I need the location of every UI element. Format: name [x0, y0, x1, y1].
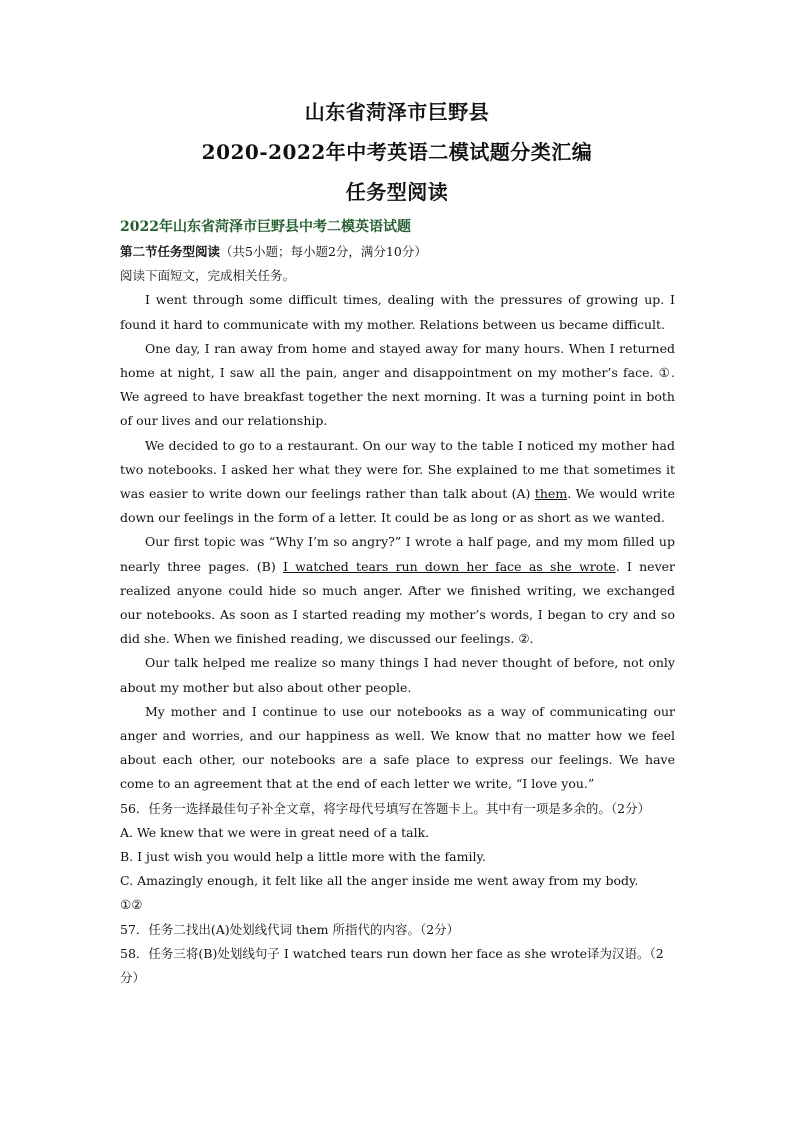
instruction: 阅读下面短文，完成相关任务。 — [120, 268, 296, 284]
title-exam: 2020-2022年中考英语二模试题分类汇编 — [201, 140, 593, 164]
section-subtitle: 2022年山东省菏泽市巨野县中考二模英语试题 — [120, 219, 411, 235]
section-part-name: 第二节任务型阅读 — [120, 244, 221, 259]
section-header — [120, 240, 675, 264]
p4-text-a: Our first topic was “Why I’m so angry?” I wrote a half page, and my mom filled up nearly three pages. (B) — [120, 534, 675, 574]
option-a: A. We knew that we were in great need of a talk. — [120, 824, 430, 840]
document-body — [120, 214, 675, 990]
question-57: 57．任务二找出(A)处划线代词 them 所指代的内容。（2分） — [120, 921, 460, 937]
section-part-scoring: （共5小题；每小题2分，满分10分） — [220, 244, 427, 259]
underlined-sentence-b: I watched tears run down her face as she wrote — [282, 558, 616, 574]
passage-paragraph-3 — [120, 434, 675, 531]
answer-blanks: ①② — [120, 897, 143, 913]
underlined-them: them — [534, 486, 568, 502]
title-region: 山东省菏泽市巨野县 — [304, 100, 490, 124]
question-58: 58．任务三将(B)处划线句子 I watched tears run down her face as she wrote译为汉语。（2分） — [120, 945, 664, 986]
p3-text-a: We decided to go to a restaurant. On our way to the table I noticed my mother had two notebooks. I asked her what they were for. She explained to me that sometimes it was easier to write down our feelings rather than talk about (A) — [120, 437, 675, 502]
question-56: 56．任务一选择最佳句子补全文章，将字母代号填写在答题卡上。其中有一项是多余的。（2分） — [120, 800, 651, 816]
p4-text-b: . I never realized anyone could hide so much anger. After we finished writing, we exchanged our notebooks. As soon as I started reading my mother’s words, I began to cry and so did she. When we finished reading, we discussed our feelings. ②. — [120, 558, 676, 647]
option-b: B. I just wish you would help a little more with the family. — [120, 849, 486, 865]
passage-paragraph-4 — [120, 530, 675, 651]
p3-text-b: . We would write down our feelings in the form of a letter. It could be as long or as short as we wanted. — [120, 486, 675, 526]
passage-paragraph-6: My mother and I continue to use our notebooks as a way of communicating our anger and worries, and our happiness as well. We know that no matter how we feel about each other, our notebooks are a safe place to express our feelings. We have come to an agreement that at the end of each letter we write, “I love you.” — [120, 703, 675, 792]
passage-paragraph-2: One day, I ran away from home and stayed away for many hours. When I returned home at night, I saw all the pain, anger and disappointment on my mother’s face. ①. We agreed to have breakfast together the next morning. It was a turning point in both of our lives and our relationship. — [120, 340, 675, 429]
title-topic: 任务型阅读 — [345, 180, 449, 204]
option-c: C. Amazingly enough, it felt like all the anger inside me went away from my body. — [120, 873, 639, 889]
passage-paragraph-5: Our talk helped me realize so many things I had never thought of before, not only about my mother but also about other people. — [120, 655, 675, 695]
passage-paragraph-1: I went through some difficult times, dealing with the pressures of growing up. I found it hard to communicate with my mother. Relations between us became difficult. — [120, 292, 675, 332]
